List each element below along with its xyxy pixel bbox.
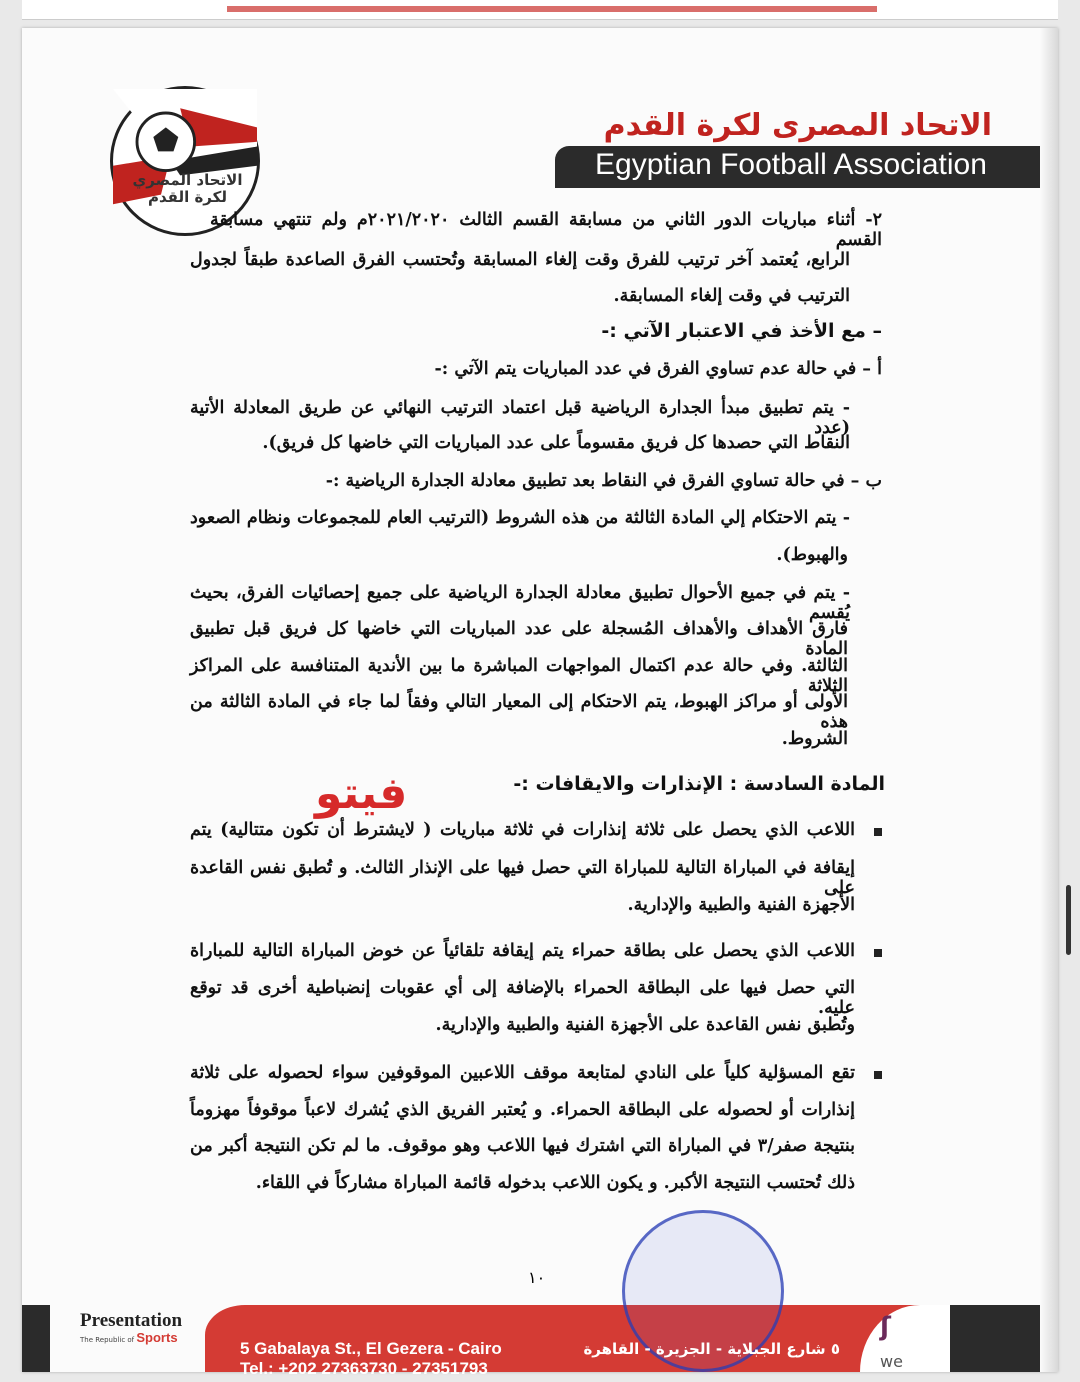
bullet-line: الأجهزة الفنية والطبية والإدارية. — [627, 895, 855, 915]
bullet-line: تقع المسؤلية كلياً على النادي لمتابعة موقف اللاعبين الموقوفين سواء لحصوله على ثلاثة — [190, 1063, 855, 1083]
previous-page-edge — [22, 0, 1058, 20]
bullet-line: إيقافة في المباراة التالية للمباراة التي حصل فيها على الإنذار الثالث. و تُطبق نفس القاعدة على — [190, 858, 855, 898]
bullet-line: بنتيجة صفر/٣ في المباراة التي اشترك فيها اللاعب وهو موقوف. ما لم تكن النتيجة أكبر من — [190, 1136, 856, 1156]
footer-address-en: 5 Gabalaya St., El Gezera - Cairo Tel.: +202 27363730 - 27351793 — [240, 1339, 502, 1378]
bullet-icon — [874, 828, 882, 836]
org-title-ar: الاتحاد المصرى لكرة القدم — [603, 108, 992, 143]
paragraph-line: الشروط. — [781, 729, 848, 749]
section-heading: – مع الأخذ في الاعتبار الآتي :- — [601, 320, 882, 342]
paragraph-line: - يتم في جميع الأحوال تطبيق معادلة الجدارة الرياضية على جميع إحصائيات الفرق، بحيث يُقسم — [190, 583, 850, 623]
paragraph-line: الأولى أو مراكز الهبوط، يتم الاحتكام إلى المعيار التالي وفقاً لما جاء في المادة الثالثة من هذه — [190, 692, 848, 732]
paragraph-line: الرابع، يُعتمد آخر ترتيب للفرق وقت إلغاء المسابقة وتُحتسب الفرق الصاعدة طبقاً لجدول — [190, 250, 850, 270]
scrollbar-thumb[interactable] — [1066, 885, 1071, 955]
paragraph-line: النقاط التي حصدها كل فريق مقسوماً على عدد المباريات التي خاضها كل فريق). — [262, 433, 850, 453]
watermark-logo: فيتو — [315, 768, 408, 819]
bullet-line: ذلك تُحتسب النتيجة الأكبر. و يكون اللاعب بدخوله قائمة المباراة مشاركاً في اللقاء. — [255, 1173, 855, 1193]
bullet-line: اللاعب الذي يحصل على بطاقة حمراء يتم إيقافة تلقائياً عن خوض المباراة التالية للمباراة — [190, 941, 855, 961]
paragraph-line: الترتيب في وقت إلغاء المسابقة. — [613, 286, 850, 306]
article-heading: المادة السادسة : الإنذارات والايقافات :- — [513, 773, 885, 795]
logo-text: الاتحاد المصري لكرة القدم — [132, 171, 243, 206]
footer-address-ar: ٥ شارع الجبلاية - الجزيرة - القاهرة — [583, 1340, 840, 1358]
page-number: ١٠ — [528, 1268, 546, 1287]
we-logo-icon: ʃ — [880, 1312, 891, 1342]
paragraph-line: فارق الأهداف والأهداف المُسجلة على عدد المباريات التي خاضها كل فريق قبل تطبيق المادة — [190, 619, 848, 659]
org-title-en: Egyptian Football Association — [595, 148, 987, 181]
bullet-icon — [874, 1071, 882, 1079]
bullet-icon — [874, 949, 882, 957]
footer-dark-edge — [22, 1305, 50, 1372]
bullet-line: إنذارات أو لحصوله على البطاقة الحمراء. و يُعتبر الفريق الذي يُشرك لاعباً موقوفاً مهزوماً — [190, 1100, 855, 1120]
we-logo-text: we — [880, 1352, 903, 1371]
sponsor-tagline: The Republic of Sports — [80, 1330, 178, 1345]
bullet-line: وتُطبق نفس القاعدة على الأجهزة الفنية والطبية والإدارية. — [435, 1015, 855, 1035]
paragraph-line: والهبوط). — [776, 545, 848, 565]
subheading-b: ب – في حالة تساوي الفرق في النقاط بعد تطبيق معادلة الجدارة الرياضية :- — [325, 471, 882, 491]
bullet-line: اللاعب الذي يحصل على ثلاثة إنذارات في ثلاثة مباريات ( لايشترط أن تكون متتالية) يتم — [190, 820, 855, 840]
subheading-a: أ – في حالة عدم تساوي الفرق في عدد المباريات يتم الآتي :- — [434, 359, 882, 379]
paragraph-line: - يتم الاحتكام إلي المادة الثالثة من هذه الشروط (الترتيب العام للمجموعات ونظام الصعود — [190, 508, 850, 528]
sponsor-logo: Presentation — [80, 1310, 183, 1331]
footer-dark-corner — [950, 1305, 1040, 1372]
bullet-line: التي حصل فيها على البطاقة الحمراء بالإضافة إلى أي عقوبات إنضباطية أخرى قد توقع عليه. — [190, 978, 855, 1018]
paragraph-line: ٢- أثناء مباريات الدور الثاني من مسابقة القسم الثالث ٢٠٢١/٢٠٢٠م ولم تنتهي مسابقة القسم — [210, 210, 882, 250]
paragraph-line: - يتم تطبيق مبدأ الجدارة الرياضية قبل اعتماد الترتيب النهائي عن طريق المعادلة الأتية (عدد — [190, 398, 850, 438]
paragraph-line: الثالثة. وفي حالة عدم اكتمال المواجهات المباشرة ما بين الأندية المتنافسة على المراكز الثلاثة — [190, 656, 848, 696]
